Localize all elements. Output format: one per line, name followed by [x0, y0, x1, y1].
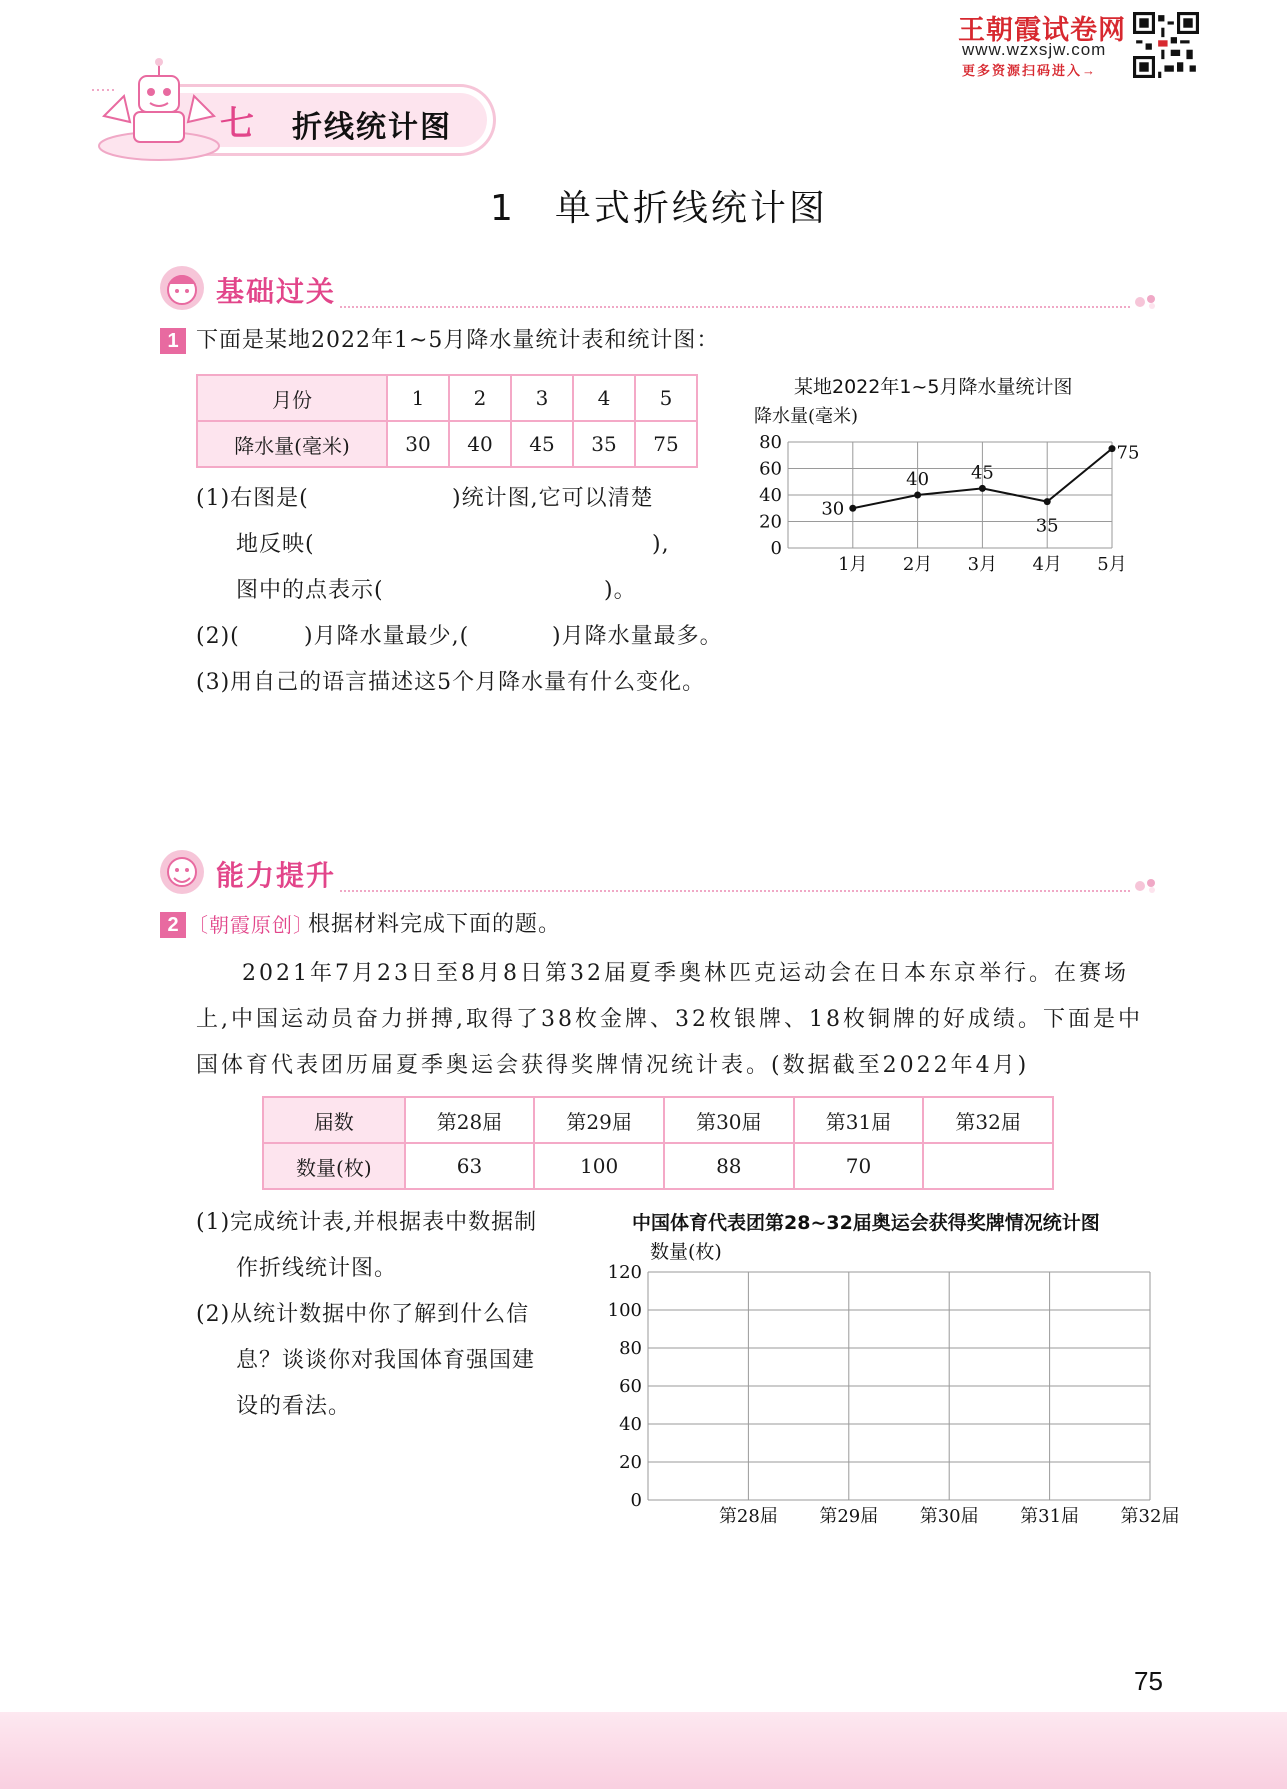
q2-part-c: )月降水量最多。 [552, 624, 723, 649]
brand-title: 王朝霞试卷网 [958, 15, 1126, 45]
table-cell: 30 [387, 421, 449, 467]
table-cell: 75 [635, 421, 697, 467]
y-tick-label: 60 [759, 458, 782, 480]
p2-q1-line1: (1)完成统计表,并根据表中数据制 [196, 1210, 538, 1235]
y-tick-label: 120 [607, 1262, 642, 1283]
q1-line2-b: ), [652, 532, 670, 557]
table-cell: 第30届 [664, 1097, 794, 1143]
q2-part-a: (2)( [196, 624, 240, 649]
q1-line3-b: )。 [604, 578, 637, 603]
p2-q2-line2: 息？谈谈你对我国体育强国建 [236, 1348, 536, 1373]
section-advanced-label: 能力提升 [216, 859, 337, 892]
x-tick-label: 第32届 [1120, 1506, 1180, 1527]
table-cell: 100 [534, 1143, 664, 1189]
lesson-title: 1 单式折线统计图 [490, 188, 828, 229]
data-label: 35 [1035, 515, 1059, 537]
table-cell: 3 [511, 375, 573, 421]
chapter-number: 七 [220, 104, 254, 144]
y-tick-label: 40 [759, 485, 782, 506]
p2-q1-line2: 作折线统计图。 [236, 1256, 398, 1281]
table-cell: 40 [449, 421, 511, 467]
table-row-header: 降水量(毫米) [197, 421, 387, 467]
x-tick-label: 第29届 [819, 1506, 879, 1527]
table-row-header: 数量(枚) [263, 1143, 405, 1189]
data-point [979, 485, 986, 492]
problem-2-intro: 根据材料完成下面的题。 [308, 912, 562, 937]
table-row-header: 月份 [197, 375, 387, 421]
table-cell: 70 [794, 1143, 924, 1189]
y-tick-label: 0 [770, 538, 782, 559]
x-tick-label: 5月 [1097, 554, 1127, 575]
data-label: 45 [970, 462, 994, 484]
source-tag: 〔朝霞原创〕 [188, 913, 314, 937]
rainfall-line-chart [750, 400, 1140, 590]
x-tick-label: 第28届 [718, 1506, 778, 1527]
section-divider [340, 890, 1130, 892]
y-tick-label: 80 [759, 432, 782, 453]
medal-table [262, 1096, 1054, 1190]
answer-blank-cell[interactable] [923, 1143, 1053, 1189]
problem-number-badge: 1 [160, 328, 186, 354]
y-tick-label: 60 [619, 1376, 642, 1397]
table-cell: 63 [405, 1143, 535, 1189]
table-cell: 1 [387, 375, 449, 421]
y-tick-label: 0 [630, 1490, 642, 1511]
p2-q2-line3: 设的看法。 [236, 1394, 352, 1419]
section-basic-label: 基础过关 [216, 275, 337, 308]
decor-dots-icon [1134, 878, 1158, 894]
y-tick-label: 20 [759, 511, 782, 533]
data-label: 30 [821, 498, 845, 520]
data-point [914, 492, 921, 499]
section-divider [340, 306, 1130, 308]
robot-mascot-icon [84, 56, 234, 164]
x-tick-label: 1月 [838, 554, 868, 575]
x-tick-label: 4月 [1032, 554, 1062, 575]
decor-dots-icon [1134, 294, 1158, 310]
passage-line-1: 2021年7月23日至8月8日第32届夏季奥林匹克运动会在日本东京举行。在赛场 [242, 961, 1129, 986]
y-tick-label: 20 [619, 1452, 642, 1473]
table-cell: 5 [635, 375, 697, 421]
problem-number-badge: 2 [160, 912, 186, 938]
x-tick-label: 第31届 [1020, 1506, 1080, 1527]
q1-line1-b: )统计图,它可以清楚 [452, 486, 654, 511]
x-tick-label: 第30届 [919, 1506, 979, 1527]
p2-q2-line1: (2)从统计数据中你了解到什么信 [196, 1302, 530, 1327]
student-girl-icon [158, 264, 206, 312]
chart-1-ylabel: 降水量(毫米) [754, 406, 859, 427]
q1-line3-a: 图中的点表示( [236, 578, 384, 603]
data-point [1044, 498, 1051, 505]
passage-line-2: 上,中国运动员奋力拼搏,取得了38枚金牌、32枚银牌、18枚铜牌的好成绩。下面是中 [196, 1007, 1143, 1032]
table-cell: 45 [511, 421, 573, 467]
table-cell: 35 [573, 421, 635, 467]
problem-1-intro: 下面是某地2022年1~5月降水量统计表和统计图： [196, 328, 720, 353]
x-tick-label: 3月 [967, 554, 998, 575]
brand-url[interactable]: www.wzxsjw.com [962, 40, 1107, 59]
chapter-title: 折线统计图 [292, 110, 452, 145]
table-row-header: 届数 [263, 1097, 405, 1143]
y-tick-label: 100 [607, 1300, 642, 1321]
data-label: 75 [1116, 442, 1140, 464]
brand-tagline: 更多资源扫码进入→ [962, 63, 1098, 78]
passage-line-3: 国体育代表团历届夏季奥运会获得奖牌情况统计表。(数据截至2022年4月) [196, 1053, 1030, 1078]
y-tick-label: 80 [619, 1338, 642, 1359]
q3-text: (3)用自己的语言描述这5个月降水量有什么变化。 [196, 670, 706, 695]
rainfall-table [196, 374, 698, 468]
q2-part-b: )月降水量最少,( [304, 624, 470, 649]
elder-scholar-icon [158, 848, 206, 896]
table-cell: 88 [664, 1143, 794, 1189]
q1-line1-a: (1)右图是( [196, 486, 309, 511]
table-cell: 第29届 [534, 1097, 664, 1143]
table-cell: 4 [573, 375, 635, 421]
table-cell: 第32届 [923, 1097, 1053, 1143]
qr-code-icon[interactable] [1133, 12, 1199, 78]
data-point [849, 505, 856, 512]
data-label: 40 [906, 469, 930, 490]
chart-1-title: 某地2022年1~5月降水量统计图 [794, 376, 1073, 398]
chart-2-ylabel: 数量(枚) [650, 1241, 722, 1263]
q1-line2-a: 地反映( [236, 532, 315, 557]
table-cell: 2 [449, 375, 511, 421]
table-cell: 第28届 [405, 1097, 535, 1143]
footer-band [0, 1712, 1287, 1789]
chart-2-title: 中国体育代表团第28~32届奥运会获得奖牌情况统计图 [632, 1212, 1100, 1234]
medal-line-chart-grid [606, 1236, 1180, 1532]
data-point [1109, 445, 1116, 452]
page-number: 75 [1134, 1666, 1163, 1696]
x-tick-label: 2月 [902, 554, 933, 575]
table-cell: 第31届 [794, 1097, 924, 1143]
y-tick-label: 40 [619, 1414, 642, 1435]
